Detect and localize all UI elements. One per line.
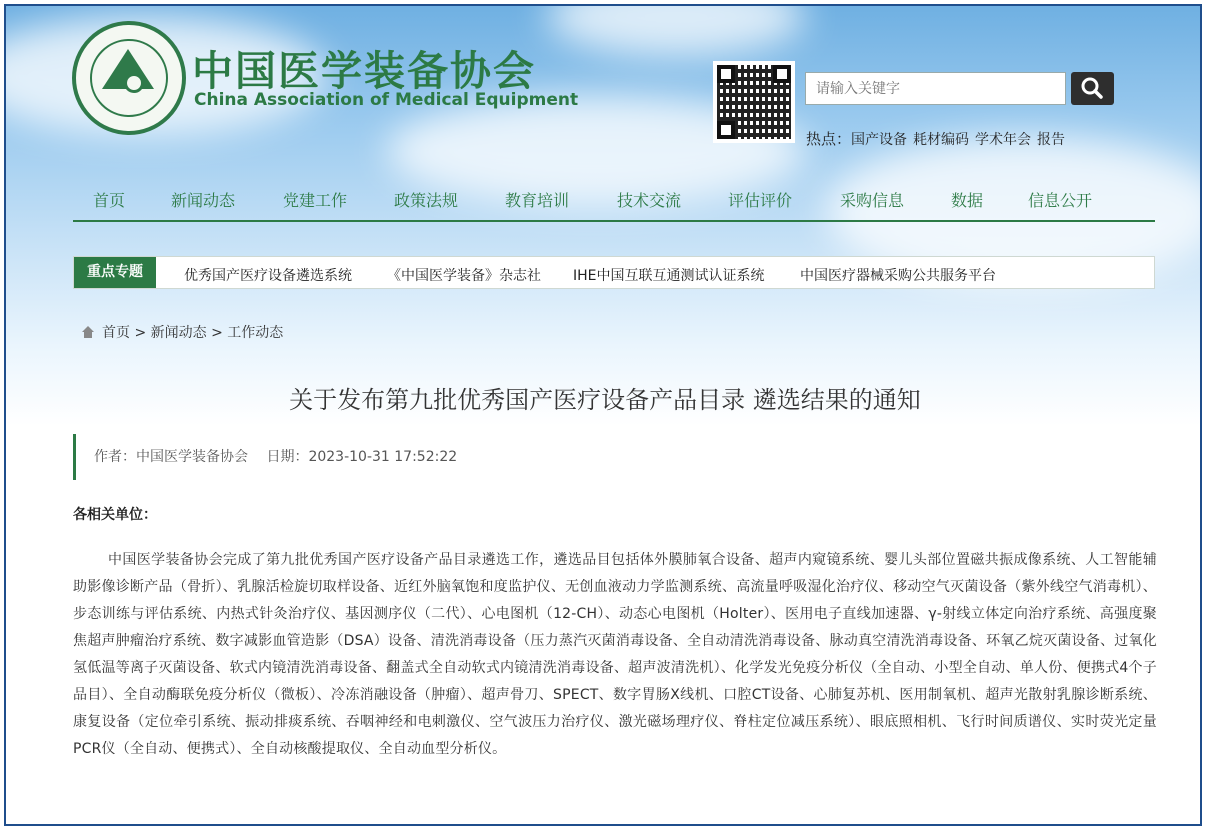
site-title-cn[interactable]: 中国医学装备协会 <box>192 47 536 95</box>
main-nav <box>73 178 1155 220</box>
breadcrumb-home[interactable]: 首页 <box>102 325 130 341</box>
article-body: 中国医学装备协会完成了第九批优秀国产医疗设备产品目录遴选工作，遴选品目包括体外膜肺氧合设备、超声内窥镜系统、婴儿头部位置磁共振成像系统、人工智能辅助影像诊断产品（骨折）、乳腺活检旋切取样设备、近红外脑氧饱和度监护仪、无创血液动力学监测系统、高流量呼吸湿化治疗仪、移动空气灭菌设备（紫外线空气消毒机）、步态训练与评估系统、内热式针灸治疗仪、基因测序仪（二代）、心电图机（12-CH）、动态心电图机（Holter）、医用电子直线加速器、γ-射线立体定向治疗系统、高强度聚焦超声肿瘤治疗系统、数字减影血管造影（DSA）设备、清洗消毒设备（压力蒸汽灭菌消毒设备、全自动清洗消毒设备、脉动真空清洗消毒设备、环氧乙烷灭菌设备、过氧化氢低温等离子灭菌设备、软式内镜清洗消毒设备、翻盖式全自动软式内镜清洗消毒设备、超声波清洗机）、化学发光免疫分析仪（全自动、小型全自动、单人份、便携式4个子品目）、全自动酶联免疫分析仪（微板）、冷冻消融设备（肿瘤）、超声骨刀、SPECT、数字胃肠X线机、口腔CT设备、心肺复苏机、医用制氧机、超声光散射乳腺诊断系统、康复设备（定位牵引系统、振动排痰系统、吞咽神经和电刺激仪、空气波压力治疗仪、激光磁场理疗仪、脊柱定位减压系统）、眼底照相机、飞行时间质谱仪、实时荧光定量PCR仪（全自动、便携式）、全自动核酸提取仪、全自动血型分析仪。 <box>73 552 1157 757</box>
topic-link[interactable]: 《中国医学装备》杂志社 <box>387 268 541 284</box>
nav-item-news[interactable]: 新闻动态 <box>171 191 236 210</box>
logo-center-dot <box>124 73 144 93</box>
nav-item-education[interactable]: 教育培训 <box>505 191 570 210</box>
article-salutation: 各相关单位： <box>73 507 157 523</box>
breadcrumb-current[interactable]: 工作动态 <box>227 325 284 341</box>
qr-finder-top-right <box>773 65 791 83</box>
nav-item-evaluation[interactable]: 评估评价 <box>728 191 793 210</box>
hot-keyword-link[interactable]: 耗材编码 <box>913 132 970 148</box>
search-button[interactable] <box>1071 72 1114 105</box>
nav-divider <box>73 220 1155 222</box>
topic-link[interactable]: 优秀国产医疗设备遴选系统 <box>184 268 352 284</box>
qr-code <box>713 61 795 143</box>
qr-finder-top-left <box>717 65 735 83</box>
search-input[interactable] <box>805 72 1066 105</box>
nav-item-data[interactable]: 数据 <box>951 191 984 210</box>
breadcrumb-separator: > <box>134 325 147 341</box>
association-logo[interactable] <box>72 21 186 135</box>
breadcrumb-news[interactable]: 新闻动态 <box>150 325 207 341</box>
nav-item-procurement[interactable]: 采购信息 <box>840 191 905 210</box>
nav-item-party[interactable]: 党建工作 <box>283 191 348 210</box>
topics-label: 重点专题 <box>74 257 156 288</box>
article-date: 日期：2023-10-31 17:52:22 <box>266 449 458 465</box>
topic-link[interactable]: IHE中国互联互通测试认证系统 <box>573 268 765 284</box>
article-author: 作者：中国医学装备协会 <box>94 449 248 465</box>
nav-item-home[interactable]: 首页 <box>93 191 126 210</box>
qr-finder-bottom-left <box>717 121 735 139</box>
site-title-en[interactable]: China Association of Medical Equipment <box>194 90 579 110</box>
article-meta <box>73 434 471 480</box>
hot-keyword-link[interactable]: 国产设备 <box>851 132 908 148</box>
page-frame <box>4 4 1202 826</box>
cloud-decoration <box>546 4 806 56</box>
breadcrumb <box>82 322 283 342</box>
hot-keyword-link[interactable]: 报告 <box>1037 132 1066 148</box>
search-icon <box>1071 72 1114 105</box>
nav-item-policy[interactable]: 政策法规 <box>394 191 459 210</box>
breadcrumb-separator: > <box>211 325 223 341</box>
nav-item-disclosure[interactable]: 信息公开 <box>1028 191 1093 210</box>
home-icon <box>82 326 94 338</box>
featured-topics-bar <box>73 256 1155 289</box>
topic-link[interactable]: 中国医疗器械采购公共服务平台 <box>800 268 996 284</box>
hot-label: 热点： <box>806 130 852 148</box>
hot-keyword-link[interactable]: 学术年会 <box>975 132 1032 148</box>
article-title: 关于发布第九批优秀国产医疗设备产品目录 遴选结果的通知 <box>289 386 921 414</box>
nav-item-tech[interactable]: 技术交流 <box>617 191 682 210</box>
hot-keywords <box>806 128 1071 149</box>
